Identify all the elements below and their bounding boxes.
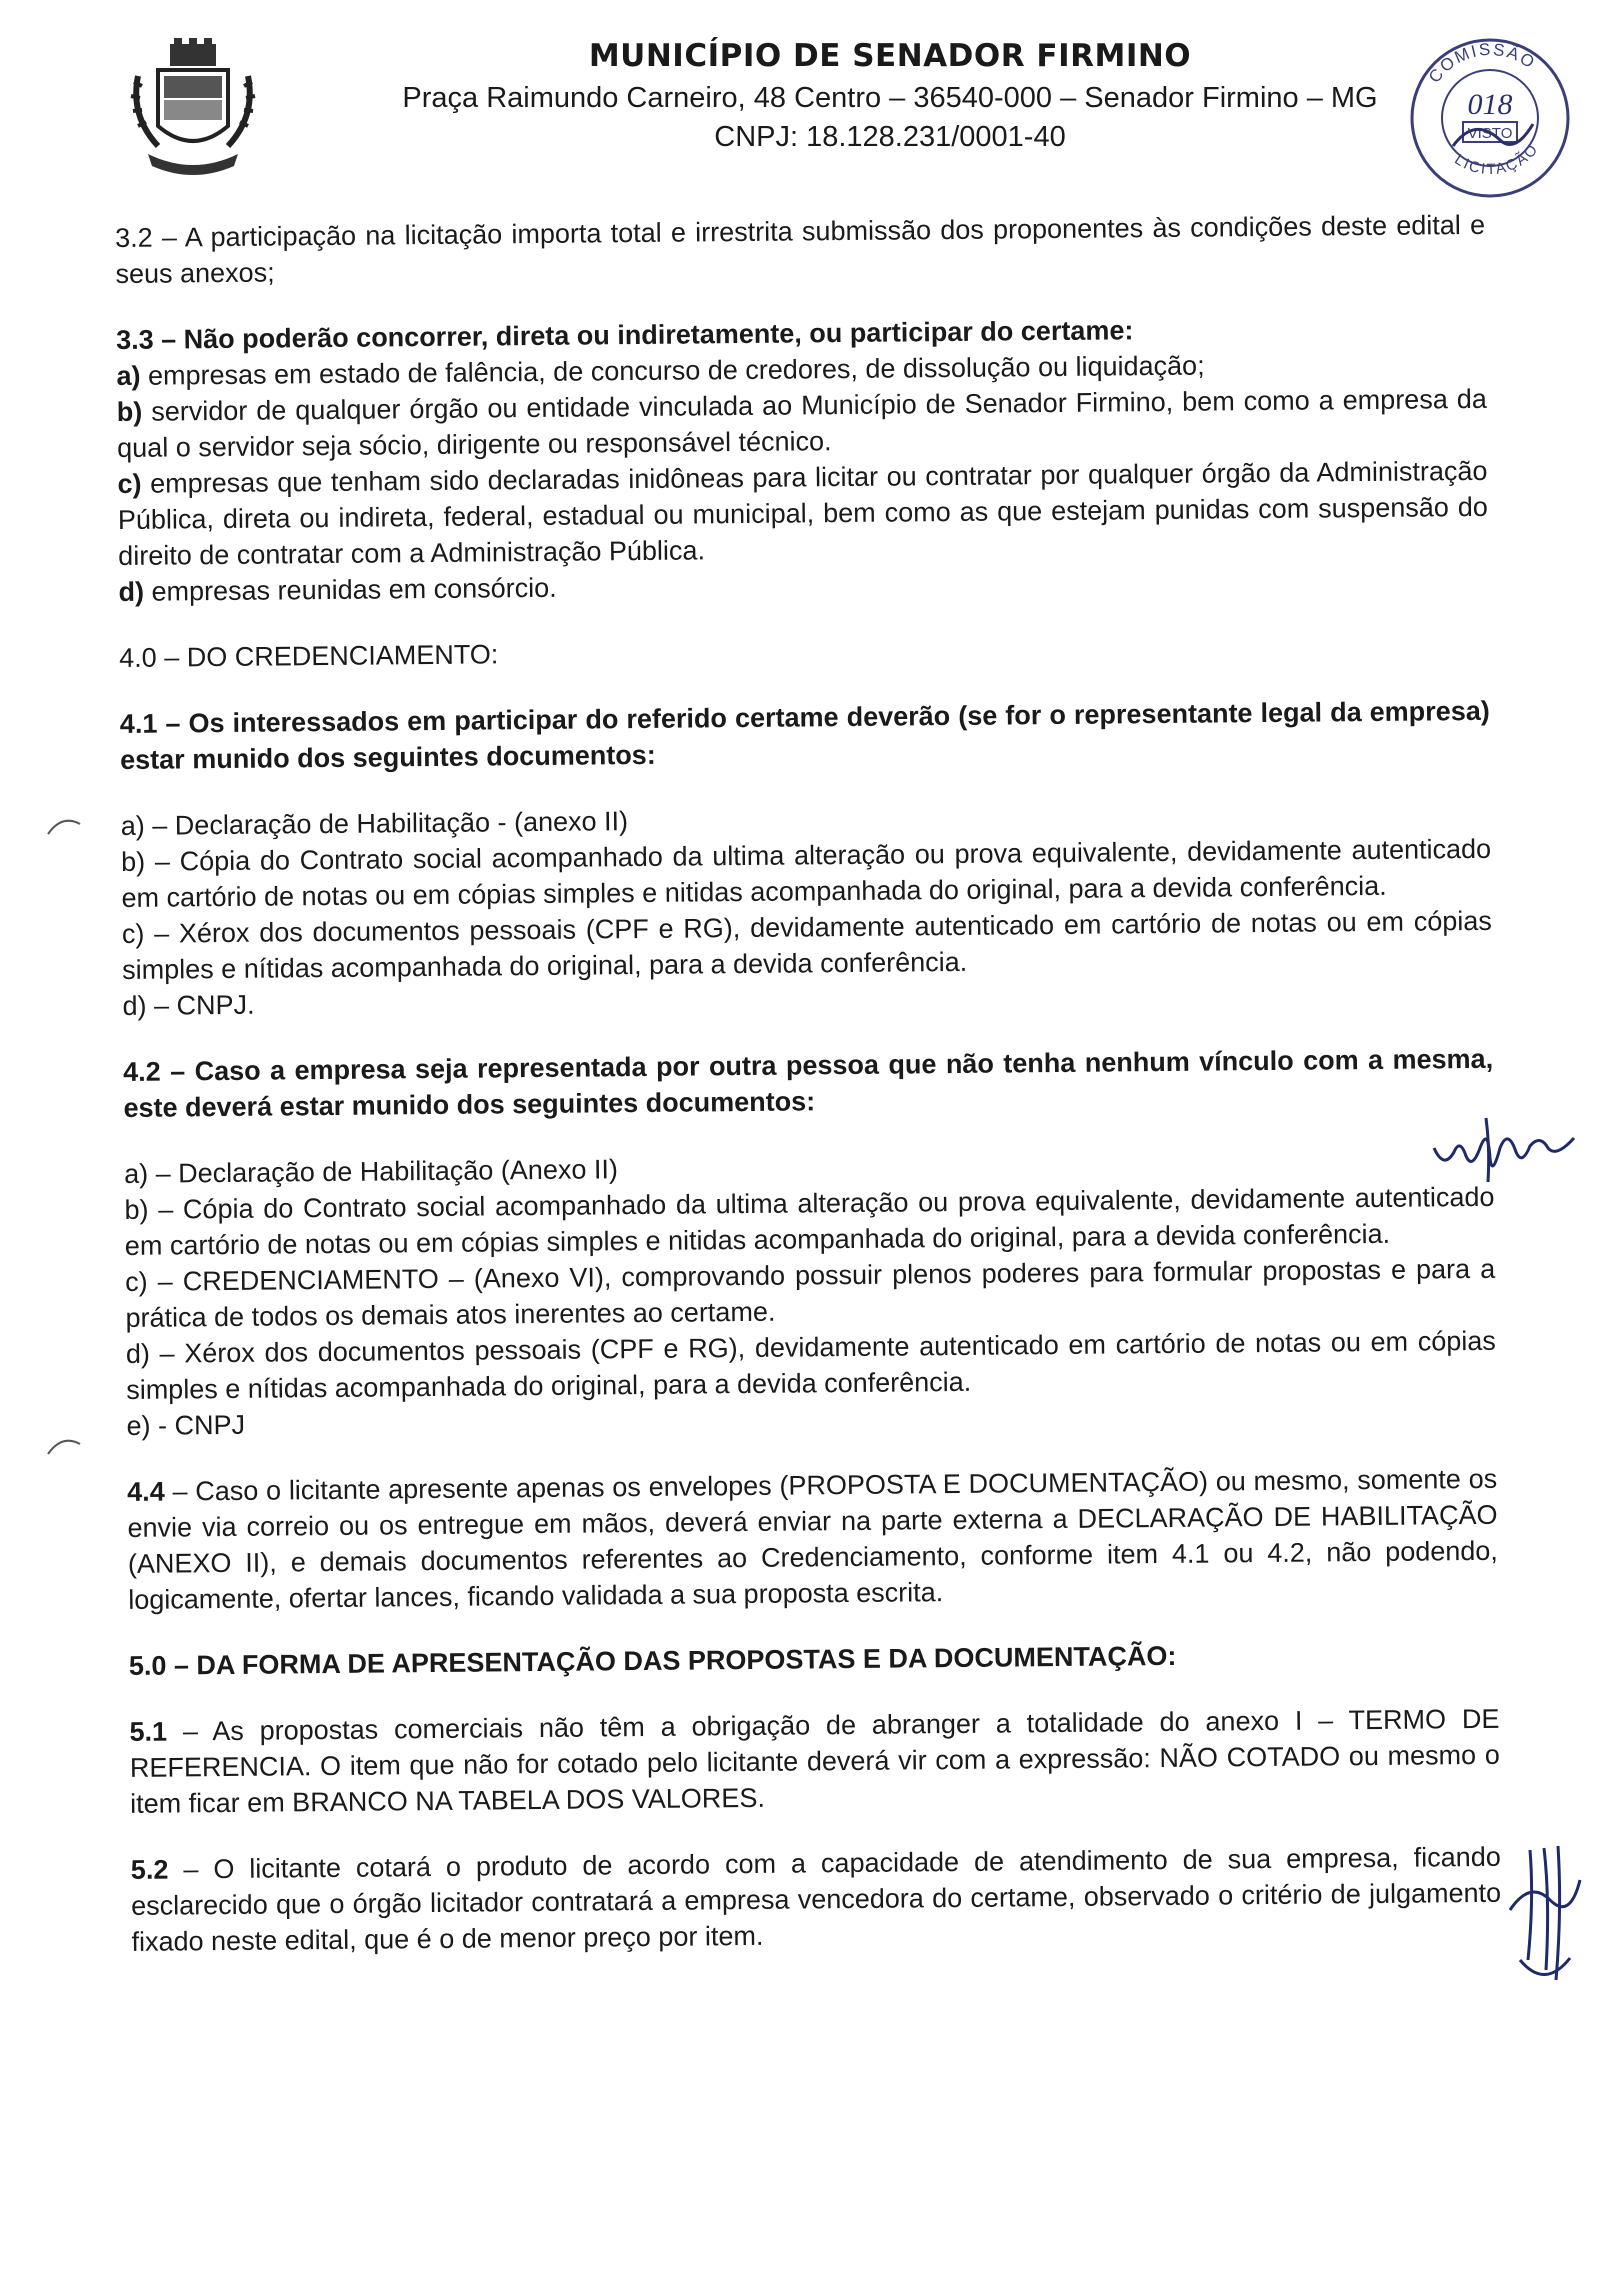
clause-number: 5.2 [130,1854,169,1885]
list-item: b) servidor de qualquer órgão ou entidade vinculada ao Município de Senador Firmino, bem como a empresa da qual o servidor seja sócio, dirigente ou responsável técnico. [116,383,1487,463]
handwritten-initials [1430,1108,1580,1188]
stamp-number: 018 [1467,88,1513,121]
document-body [115,207,1502,1960]
list-item: a) – Declaração de Habilitação - (anexo II) [120,806,629,841]
handwritten-signature [1500,1840,1590,1990]
clause-heading: 3.3 – Não poderão concorrer, direta ou indiretamente, ou participar do certame: [116,315,1134,355]
clause-4-4 [127,1461,1498,1618]
stamp-text-bottom: LICITAÇÃO [1451,140,1543,179]
commission-stamp [1405,28,1575,208]
margin-mark [44,1430,84,1460]
list-item: c) – CREDENCIAMENTO – (Anexo VI), comprovando possuir plenos poderes para formular propostas e para a prática de todos os demais atos inerentes ao certame. [125,1253,1496,1333]
municipality-address: Praça Raimundo Carneiro, 48 Centro – 36540-000 – Senador Firmino – MG [402,82,1378,114]
list-item: a) empresas em estado de falência, de concurso de credores, de dissolução ou liquidação; [116,350,1205,391]
list-item: c) – Xérox dos documentos pessoais (CPF e RG), devidamente autenticado em cartório de notas ou em cópias simples e nítidas acompanhada do original, para a devida conferência. [121,905,1492,985]
list-item: d) – Xérox dos documentos pessoais (CPF e RG), devidamente autenticado em cartório de notas ou em cópias simples e nítidas acompanhada do original, para a devida conferência. [125,1325,1496,1405]
clause-text: – As propostas comerciais não têm a obrigação de abranger a totalidade do anexo I – TERMO DE REFERENCIA. O item que não for cotado pelo licitante deverá vir com a expressão: NÃO COTADO ou mesmo o item ficar em BRANCO NA TABELA DOS VALORES. [129,1703,1500,1819]
list-item: d) empresas reunidas em consórcio. [118,572,557,607]
municipality-cnpj: CNPJ: 18.128.231/0001-40 [714,121,1066,153]
section-5-0-heading: 5.0 – DA FORMA DE APRESENTAÇÃO DAS PROPOSTAS E DA DOCUMENTAÇÃO: [128,1640,1177,1681]
list-item: b) – Cópia do Contrato social acompanhado da ultima alteração ou prova equivalente, devidamente autenticado em cartório de notas ou em cópias simples e nitidas acompanhada do original, para a devida conferência. [124,1181,1495,1261]
section-4-0-heading: 4.0 – DO CREDENCIAMENTO: [119,639,499,673]
clause-number: 5.1 [129,1716,168,1747]
clause-text: – Caso o licitante apresente apenas os envelopes (PROPOSTA E DOCUMENTAÇÃO) ou mesmo, somente os envie via correio ou os entregue em mãos, deverá enviar na parte externa a DECLARAÇÃO DE HABILITAÇÃO (ANEXO II), e demais documentos referentes ao Credenciamento, conforme item 4.1 ou 4.2, não podendo, logicamente, ofertar lances, ficando validada a sua proposta escrita. [127,1463,1498,1615]
clause-3-2 [115,207,1486,292]
clause-heading: 4.1 – Os interessados em participar do referido certame deverão (se for o representante legal da empresa) estar munido dos seguintes documentos: [119,695,1490,775]
margin-mark [44,810,84,840]
stamp-text-top: COMISSÃO [1424,39,1540,87]
letterhead [340,38,1440,154]
list-item: c) empresas que tenham sido declaradas inidôneas para licitar ou contratar por qualquer órgão da Administração Pública, direta ou indireta, federal, estadual ou municipal, bem como as que estejam punidas com suspensão do direito de contratar com a Administração Pública. [117,455,1488,571]
list-item: a) – Declaração de Habilitação (Anexo II) [124,1154,619,1189]
list-item: b) – Cópia do Contrato social acompanhado da ultima alteração ou prova equivalente, devidamente autenticado em cartório de notas ou em cópias simples e nitidas acompanhada do original, para a devida conferência. [121,833,1492,913]
clause-number: 4.4 [127,1476,165,1507]
stamp-visto: VISTO [1467,125,1513,142]
clause-5-2 [131,1839,1502,1960]
clause-3-3 [116,309,1489,610]
clause-number: 3.2 [115,222,153,253]
clause-5-1 [129,1701,1500,1822]
clause-4-2 [123,1041,1497,1444]
municipality-name: MUNICÍPIO DE SENADOR FIRMINO [588,38,1192,74]
clause-text: – A participação na licitação importa total e irrestrita submissão dos proponentes às condições deste edital e seus anexos; [115,209,1486,289]
clause-heading: 4.2 – Caso a empresa seja representada por outra pessoa que não tenha nenhum vínculo com a mesma, este deverá estar munido dos seguintes documentos: [123,1043,1494,1123]
svg-text:LICITAÇÃO [1451,140,1542,178]
clause-text: – O licitante cotará o produto de acordo com a capacidade de atendimento de sua empresa, ficando esclarecido que o órgão licitador contratará a empresa vencedora do certame, observado o critério de julgamento fixado neste edital, que é o de menor preço por item. [131,1841,1502,1957]
list-item: d) – CNPJ. [122,989,255,1021]
list-item: e) - CNPJ [126,1409,246,1441]
municipal-coat-of-arms [128,36,258,186]
clause-4-1 [120,693,1493,1024]
